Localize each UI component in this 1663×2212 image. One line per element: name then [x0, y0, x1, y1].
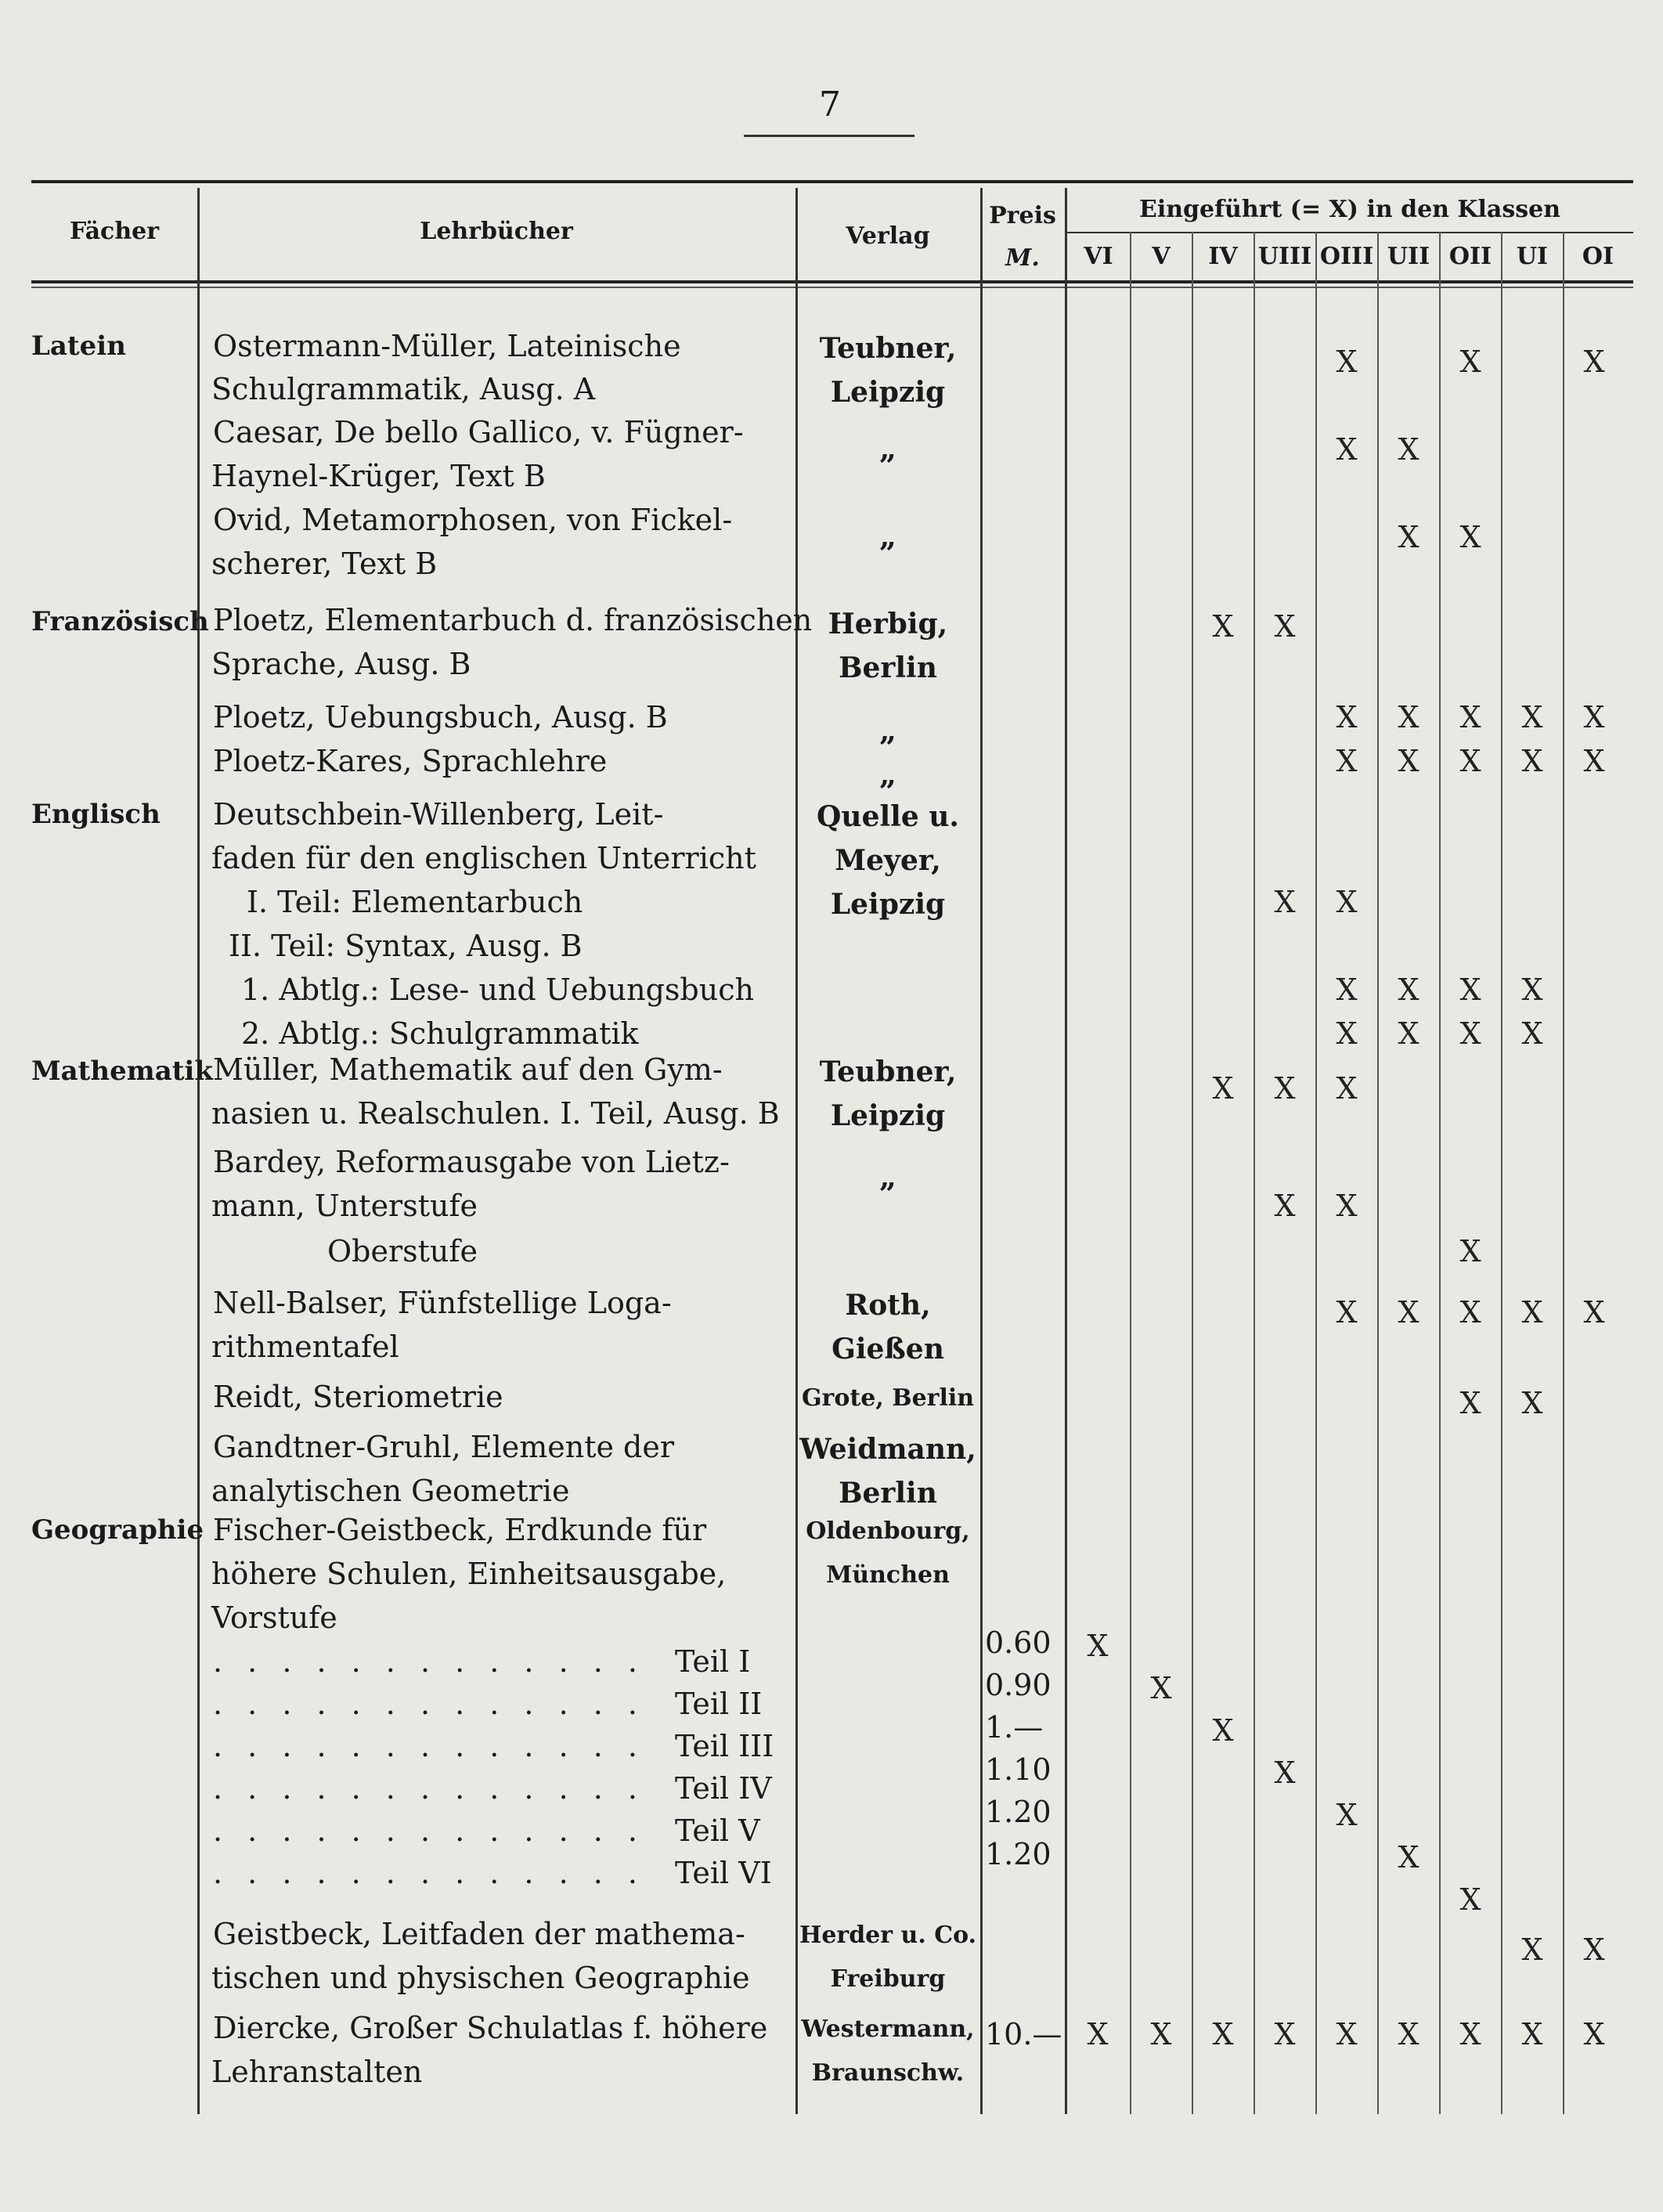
- verlag-text: Leipzig: [830, 1099, 946, 1132]
- book-line: analytischen Geometrie: [211, 1474, 570, 1508]
- price: 10.—: [985, 2017, 1062, 2051]
- header-class-uii: UII: [1387, 243, 1430, 270]
- class-mark: X: [1150, 1671, 1172, 1705]
- class-mark: X: [1459, 1386, 1481, 1420]
- book-line: Gandtner-Gruhl, Elemente der: [213, 1430, 675, 1464]
- teil-label: Teil II: [675, 1687, 763, 1721]
- col-rule-ui: [1501, 232, 1502, 2114]
- verlag-text: Braunschw.: [811, 2059, 965, 2087]
- header-preis: Preis: [989, 202, 1056, 229]
- book-line: Vorstufe: [211, 1600, 337, 1635]
- col-rule-v: [1130, 232, 1131, 2114]
- book-line: scherer, Text B: [211, 547, 438, 581]
- book-line: Caesar, De bello Gallico, v. Fügner-: [213, 415, 744, 449]
- class-mark: X: [1459, 1016, 1481, 1051]
- price: 0.90: [985, 1668, 1052, 1702]
- header-bottom-rule: [31, 280, 1633, 283]
- class-mark: X: [1459, 1234, 1481, 1268]
- book-line: Fischer-Geistbeck, Erdkunde für: [213, 1513, 707, 1547]
- header-verlag: Verlag: [846, 222, 930, 250]
- class-mark: X: [1459, 1882, 1481, 1917]
- class-mark: X: [1274, 1189, 1296, 1223]
- class-mark: X: [1212, 1713, 1234, 1748]
- verlag-text: Teubner,: [819, 332, 957, 365]
- class-mark: X: [1398, 700, 1420, 734]
- header-bottom-rule-2: [31, 287, 1633, 288]
- header-faecher: Fächer: [69, 218, 160, 245]
- book-line: II. Teil: Syntax, Ausg. B: [229, 929, 583, 963]
- class-mark: X: [1336, 700, 1358, 734]
- class-mark: X: [1521, 1295, 1543, 1330]
- class-mark: X: [1459, 345, 1481, 379]
- class-mark: X: [1398, 972, 1420, 1007]
- col-rule-iv: [1192, 232, 1193, 2114]
- class-mark: X: [1521, 1932, 1543, 1967]
- verlag-text: Herbig,: [828, 608, 948, 641]
- verlag-text: Berlin: [839, 1477, 937, 1510]
- book-line: Reidt, Steriometrie: [213, 1380, 503, 1414]
- book-line: Lehranstalten: [211, 2055, 423, 2089]
- leader-dots: . . . . . . . . . . . . .: [213, 1687, 645, 1721]
- class-mark: X: [1583, 700, 1605, 734]
- leader-dots: . . . . . . . . . . . . .: [213, 1856, 645, 1890]
- verlag-text: Gießen: [832, 1333, 944, 1366]
- col-rule-oii: [1439, 232, 1441, 2114]
- page-number-rule: [744, 135, 914, 137]
- textbook-table: [31, 180, 1633, 2122]
- book-line: Ostermann-Müller, Lateinische: [213, 329, 681, 363]
- book-line: Ploetz, Uebungsbuch, Ausg. B: [213, 700, 668, 734]
- col-rule-oi: [1563, 232, 1564, 2114]
- book-line: höhere Schulen, Einheitsausgabe,: [211, 1557, 727, 1591]
- class-mark: X: [1398, 1295, 1420, 1330]
- class-mark: X: [1398, 1016, 1420, 1051]
- class-mark: X: [1583, 345, 1605, 379]
- book-line: I. Teil: Elementarbuch: [247, 885, 583, 919]
- class-mark: X: [1398, 432, 1420, 467]
- header-class-iv: IV: [1208, 243, 1238, 270]
- class-mark: X: [1336, 744, 1358, 778]
- book-line: Oberstufe: [327, 1234, 478, 1268]
- class-mark: X: [1459, 700, 1481, 734]
- class-mark: X: [1583, 744, 1605, 778]
- class-mark: X: [1398, 1840, 1420, 1875]
- teil-label: Teil I: [675, 1644, 751, 1679]
- header-class-v: V: [1152, 243, 1171, 270]
- book-line: Ploetz-Kares, Sprachlehre: [213, 744, 608, 778]
- class-mark: X: [1212, 2017, 1234, 2051]
- header-class-ui: UI: [1516, 243, 1549, 270]
- book-line: Schulgrammatik, Ausg. A: [211, 372, 596, 406]
- class-mark: X: [1398, 520, 1420, 554]
- col-rule-uiii: [1254, 232, 1255, 2114]
- teil-label: Teil IV: [675, 1771, 772, 1806]
- verlag-text: Weidmann,: [799, 1433, 976, 1466]
- book-line: Diercke, Großer Schulatlas f. höhere: [213, 2011, 768, 2045]
- class-mark: X: [1274, 2017, 1296, 2051]
- teil-label: Teil VI: [675, 1856, 772, 1890]
- book-line: Bardey, Reformausgabe von Lietz-: [213, 1145, 730, 1179]
- ditto-mark: „: [879, 518, 896, 554]
- class-mark: X: [1459, 2017, 1481, 2051]
- book-line: Ploetz, Elementarbuch d. französischen: [213, 603, 813, 637]
- header-class-uiii: UIII: [1257, 243, 1312, 270]
- col-rule-3: [980, 188, 983, 2114]
- class-mark: X: [1521, 972, 1543, 1007]
- class-mark: X: [1336, 1798, 1358, 1832]
- header-class-oi: OI: [1582, 243, 1614, 270]
- book-line: 2. Abtlg.: Schulgrammatik: [241, 1016, 639, 1051]
- class-mark: X: [1274, 1756, 1296, 1790]
- book-line: Müller, Mathematik auf den Gym-: [213, 1052, 723, 1087]
- teil-label: Teil III: [675, 1729, 774, 1763]
- verlag-text: Berlin: [839, 651, 937, 684]
- book-line: Haynel-Krüger, Text B: [211, 459, 546, 493]
- price: 1.20: [985, 1837, 1052, 1871]
- class-mark: X: [1521, 1386, 1543, 1420]
- price: 1.20: [985, 1795, 1052, 1829]
- verlag-text: Westermann,: [801, 2015, 975, 2043]
- page-number: 7: [819, 85, 841, 124]
- class-mark: X: [1398, 2017, 1420, 2051]
- verlag-text: Leipzig: [830, 888, 946, 921]
- book-line: rithmentafel: [211, 1330, 399, 1364]
- class-mark: X: [1398, 744, 1420, 778]
- book-line: faden für den englischen Unterricht: [211, 841, 756, 875]
- book-line: Nell-Balser, Fünfstellige Loga-: [213, 1286, 672, 1320]
- price: 0.60: [985, 1626, 1052, 1660]
- header-eingefuehrt: Eingeführt (= X) in den Klassen: [1138, 196, 1561, 223]
- verlag-text: Oldenbourg,: [806, 1517, 970, 1545]
- class-mark: X: [1521, 744, 1543, 778]
- header-preis-unit: M.: [1005, 244, 1040, 272]
- header-class-oii: OII: [1448, 243, 1492, 270]
- class-mark: X: [1336, 2017, 1358, 2051]
- verlag-text: München: [826, 1561, 950, 1589]
- book-line: Ovid, Metamorphosen, von Fickel-: [213, 503, 733, 537]
- class-mark: X: [1150, 2017, 1172, 2051]
- leader-dots: . . . . . . . . . . . . .: [213, 1729, 645, 1763]
- class-mark: X: [1336, 432, 1358, 467]
- book-line: mann, Unterstufe: [211, 1189, 478, 1223]
- header-class-oiii: OIII: [1319, 243, 1374, 270]
- book-line: Geistbeck, Leitfaden der mathema-: [213, 1917, 745, 1951]
- subject-franz: Französisch: [31, 606, 209, 637]
- verlag-text: Leipzig: [830, 376, 946, 409]
- class-mark: X: [1274, 1071, 1296, 1106]
- ditto-mark: „: [879, 713, 896, 748]
- book-line: 1. Abtlg.: Lese- und Uebungsbuch: [241, 972, 754, 1007]
- class-mark: X: [1459, 520, 1481, 554]
- subject-englisch: Englisch: [31, 799, 161, 830]
- class-mark: X: [1336, 1295, 1358, 1330]
- class-mark: X: [1212, 609, 1234, 644]
- subject-latein: Latein: [31, 330, 126, 362]
- class-mark: X: [1583, 1295, 1605, 1330]
- col-rule-2: [795, 188, 798, 2114]
- teil-label: Teil V: [675, 1813, 760, 1848]
- class-mark: X: [1459, 744, 1481, 778]
- col-rule-uii: [1377, 232, 1379, 2114]
- class-mark: X: [1521, 700, 1543, 734]
- class-mark: X: [1336, 345, 1358, 379]
- verlag-text: Grote, Berlin: [801, 1384, 975, 1412]
- price: 1.—: [985, 1710, 1044, 1745]
- book-line: Sprache, Ausg. B: [211, 647, 471, 681]
- book-line: Deutschbein-Willenberg, Leit-: [213, 797, 664, 832]
- book-line: tischen und physischen Geographie: [211, 1961, 750, 1995]
- ditto-mark: „: [879, 1159, 896, 1194]
- verlag-text: Freiburg: [830, 1965, 946, 1993]
- classes-header-rule: [1066, 232, 1633, 233]
- verlag-text: Roth,: [845, 1289, 931, 1322]
- col-rule-oiii: [1315, 232, 1317, 2114]
- class-mark: X: [1087, 2017, 1109, 2051]
- class-mark: X: [1087, 1629, 1109, 1663]
- class-mark: X: [1336, 972, 1358, 1007]
- subject-geographie: Geographie: [31, 1514, 204, 1546]
- ditto-mark: „: [879, 431, 896, 466]
- class-mark: X: [1583, 1932, 1605, 1967]
- class-mark: X: [1212, 1071, 1234, 1106]
- leader-dots: . . . . . . . . . . . . .: [213, 1771, 645, 1806]
- leader-dots: . . . . . . . . . . . . .: [213, 1644, 645, 1679]
- class-mark: X: [1336, 1071, 1358, 1106]
- class-mark: X: [1336, 1189, 1358, 1223]
- header-class-vi: VI: [1084, 243, 1113, 270]
- class-mark: X: [1336, 885, 1358, 919]
- class-mark: X: [1521, 2017, 1543, 2051]
- verlag-text: Quelle u.: [817, 800, 959, 833]
- class-mark: X: [1274, 609, 1296, 644]
- subject-mathematik: Mathematik: [31, 1055, 213, 1087]
- class-mark: X: [1274, 885, 1296, 919]
- class-mark: X: [1459, 972, 1481, 1007]
- price: 1.10: [985, 1752, 1052, 1787]
- verlag-text: Herder u. Co.: [799, 1922, 977, 1949]
- leader-dots: . . . . . . . . . . . . .: [213, 1813, 645, 1848]
- book-line: nasien u. Realschulen. I. Teil, Ausg. B: [211, 1096, 780, 1131]
- table-top-rule: [31, 180, 1633, 183]
- ditto-mark: „: [879, 756, 896, 792]
- verlag-text: Teubner,: [819, 1055, 957, 1088]
- verlag-text: Meyer,: [835, 844, 941, 877]
- class-mark: X: [1459, 1295, 1481, 1330]
- col-rule-1: [197, 188, 200, 2114]
- class-mark: X: [1336, 1016, 1358, 1051]
- class-mark: X: [1521, 1016, 1543, 1051]
- class-mark: X: [1583, 2017, 1605, 2051]
- header-lehrbuecher: Lehrbücher: [420, 218, 573, 245]
